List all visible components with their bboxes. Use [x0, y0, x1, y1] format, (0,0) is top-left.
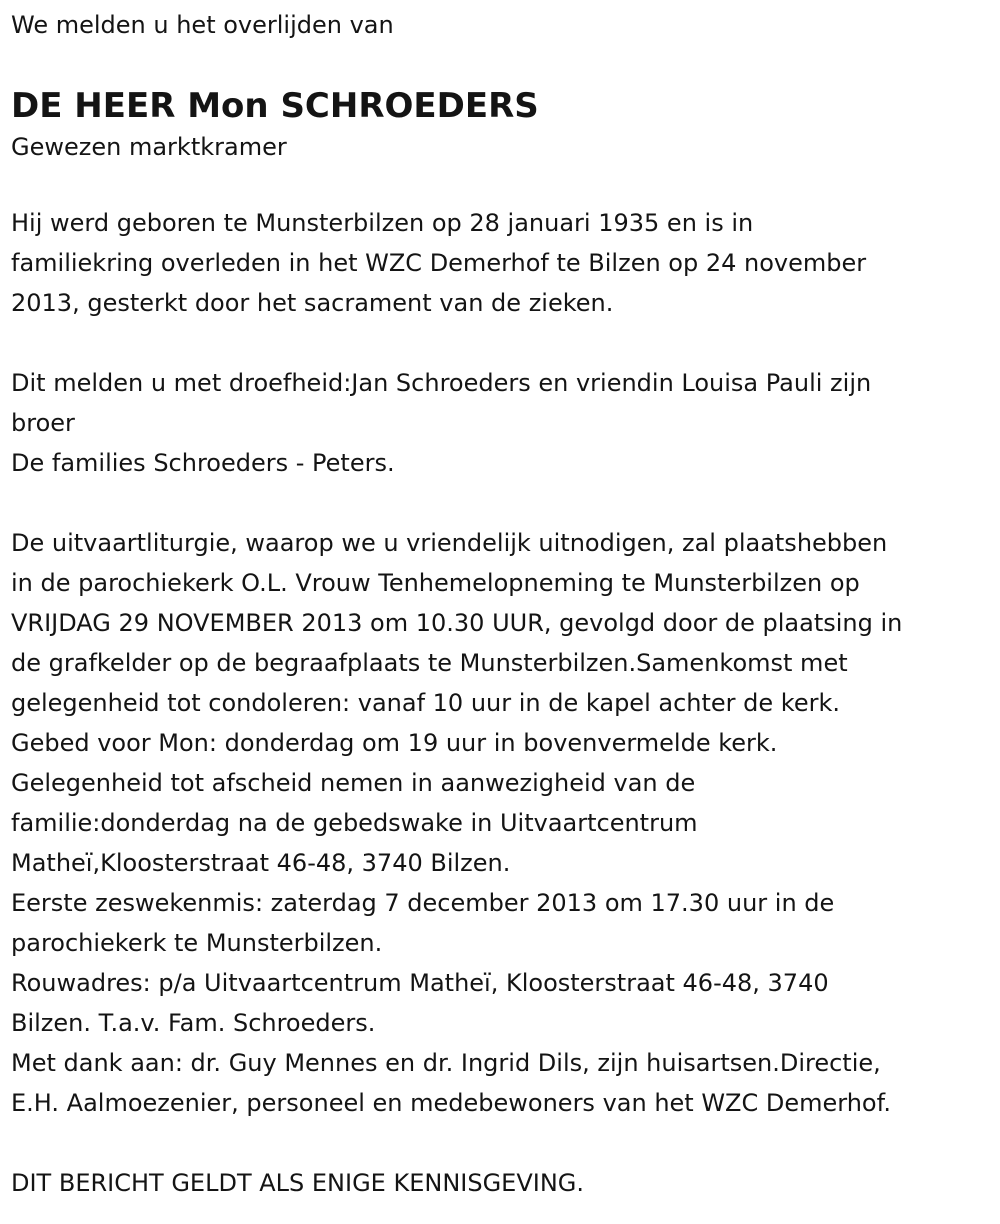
funeral-line: VRIJDAG 29 NOVEMBER 2013 om 10.30 UUR, gevolgd door de plaatsing in [11, 609, 903, 637]
closing-text [11, 1163, 991, 1203]
funeral-line: familie:donderdag na de gebedswake in Uitvaartcentrum [11, 809, 698, 837]
family-line: De families Schroeders - Peters. [11, 449, 395, 477]
funeral-line: gelegenheid tot condoleren: vanaf 10 uur in de kapel achter de kerk. [11, 689, 840, 717]
funeral-line: Gebed voor Mon: donderdag om 19 uur in bovenvermelde kerk. [11, 729, 778, 757]
family-line: broer [11, 409, 75, 437]
occupation-text: Gewezen marktkramer [11, 133, 287, 161]
closing-line: DIT BERICHT GELDT ALS ENIGE KENNISGEVING. [11, 1169, 585, 1197]
birth-line: 2013, gesterkt door het sacrament van de zieken. [11, 289, 614, 317]
funeral-line: Met dank aan: dr. Guy Mennes en dr. Ingrid Dils, zijn huisartsen.Directie, [11, 1049, 881, 1077]
funeral-paragraph [11, 523, 991, 1123]
funeral-line: Rouwadres: p/a Uitvaartcentrum Matheï, Kloosterstraat 46-48, 3740 [11, 969, 829, 997]
death-notice [11, 0, 991, 1203]
family-paragraph [11, 363, 991, 483]
funeral-line: Matheï,Kloosterstraat 46-48, 3740 Bilzen. [11, 849, 511, 877]
funeral-line: Gelegenheid tot afscheid nemen in aanwezigheid van de [11, 769, 696, 797]
funeral-line: in de parochiekerk O.L. Vrouw Tenhemelopneming te Munsterbilzen op [11, 569, 860, 597]
birth-line: Hij werd geboren te Munsterbilzen op 28 januari 1935 en is in [11, 209, 754, 237]
funeral-line: de grafkelder op de begraafplaats te Munsterbilzen.Samenkomst met [11, 649, 848, 677]
birth-line: familiekring overleden in het WZC Demerhof te Bilzen op 24 november [11, 249, 867, 277]
funeral-line: Bilzen. T.a.v. Fam. Schroeders. [11, 1009, 376, 1037]
deceased-name: DE HEER Mon SCHROEDERS [11, 86, 539, 126]
funeral-line: Eerste zeswekenmis: zaterdag 7 december 2013 om 17.30 uur in de [11, 889, 835, 917]
intro-text: We melden u het overlijden van [11, 11, 394, 39]
birth-paragraph [11, 203, 991, 323]
funeral-line: E.H. Aalmoezenier, personeel en medebewoners van het WZC Demerhof. [11, 1089, 891, 1117]
family-line: Dit melden u met droefheid:Jan Schroeders en vriendin Louisa Pauli zijn [11, 369, 872, 397]
funeral-line: parochiekerk te Munsterbilzen. [11, 929, 383, 957]
funeral-line: De uitvaartliturgie, waarop we u vriendelijk uitnodigen, zal plaatshebben [11, 529, 888, 557]
